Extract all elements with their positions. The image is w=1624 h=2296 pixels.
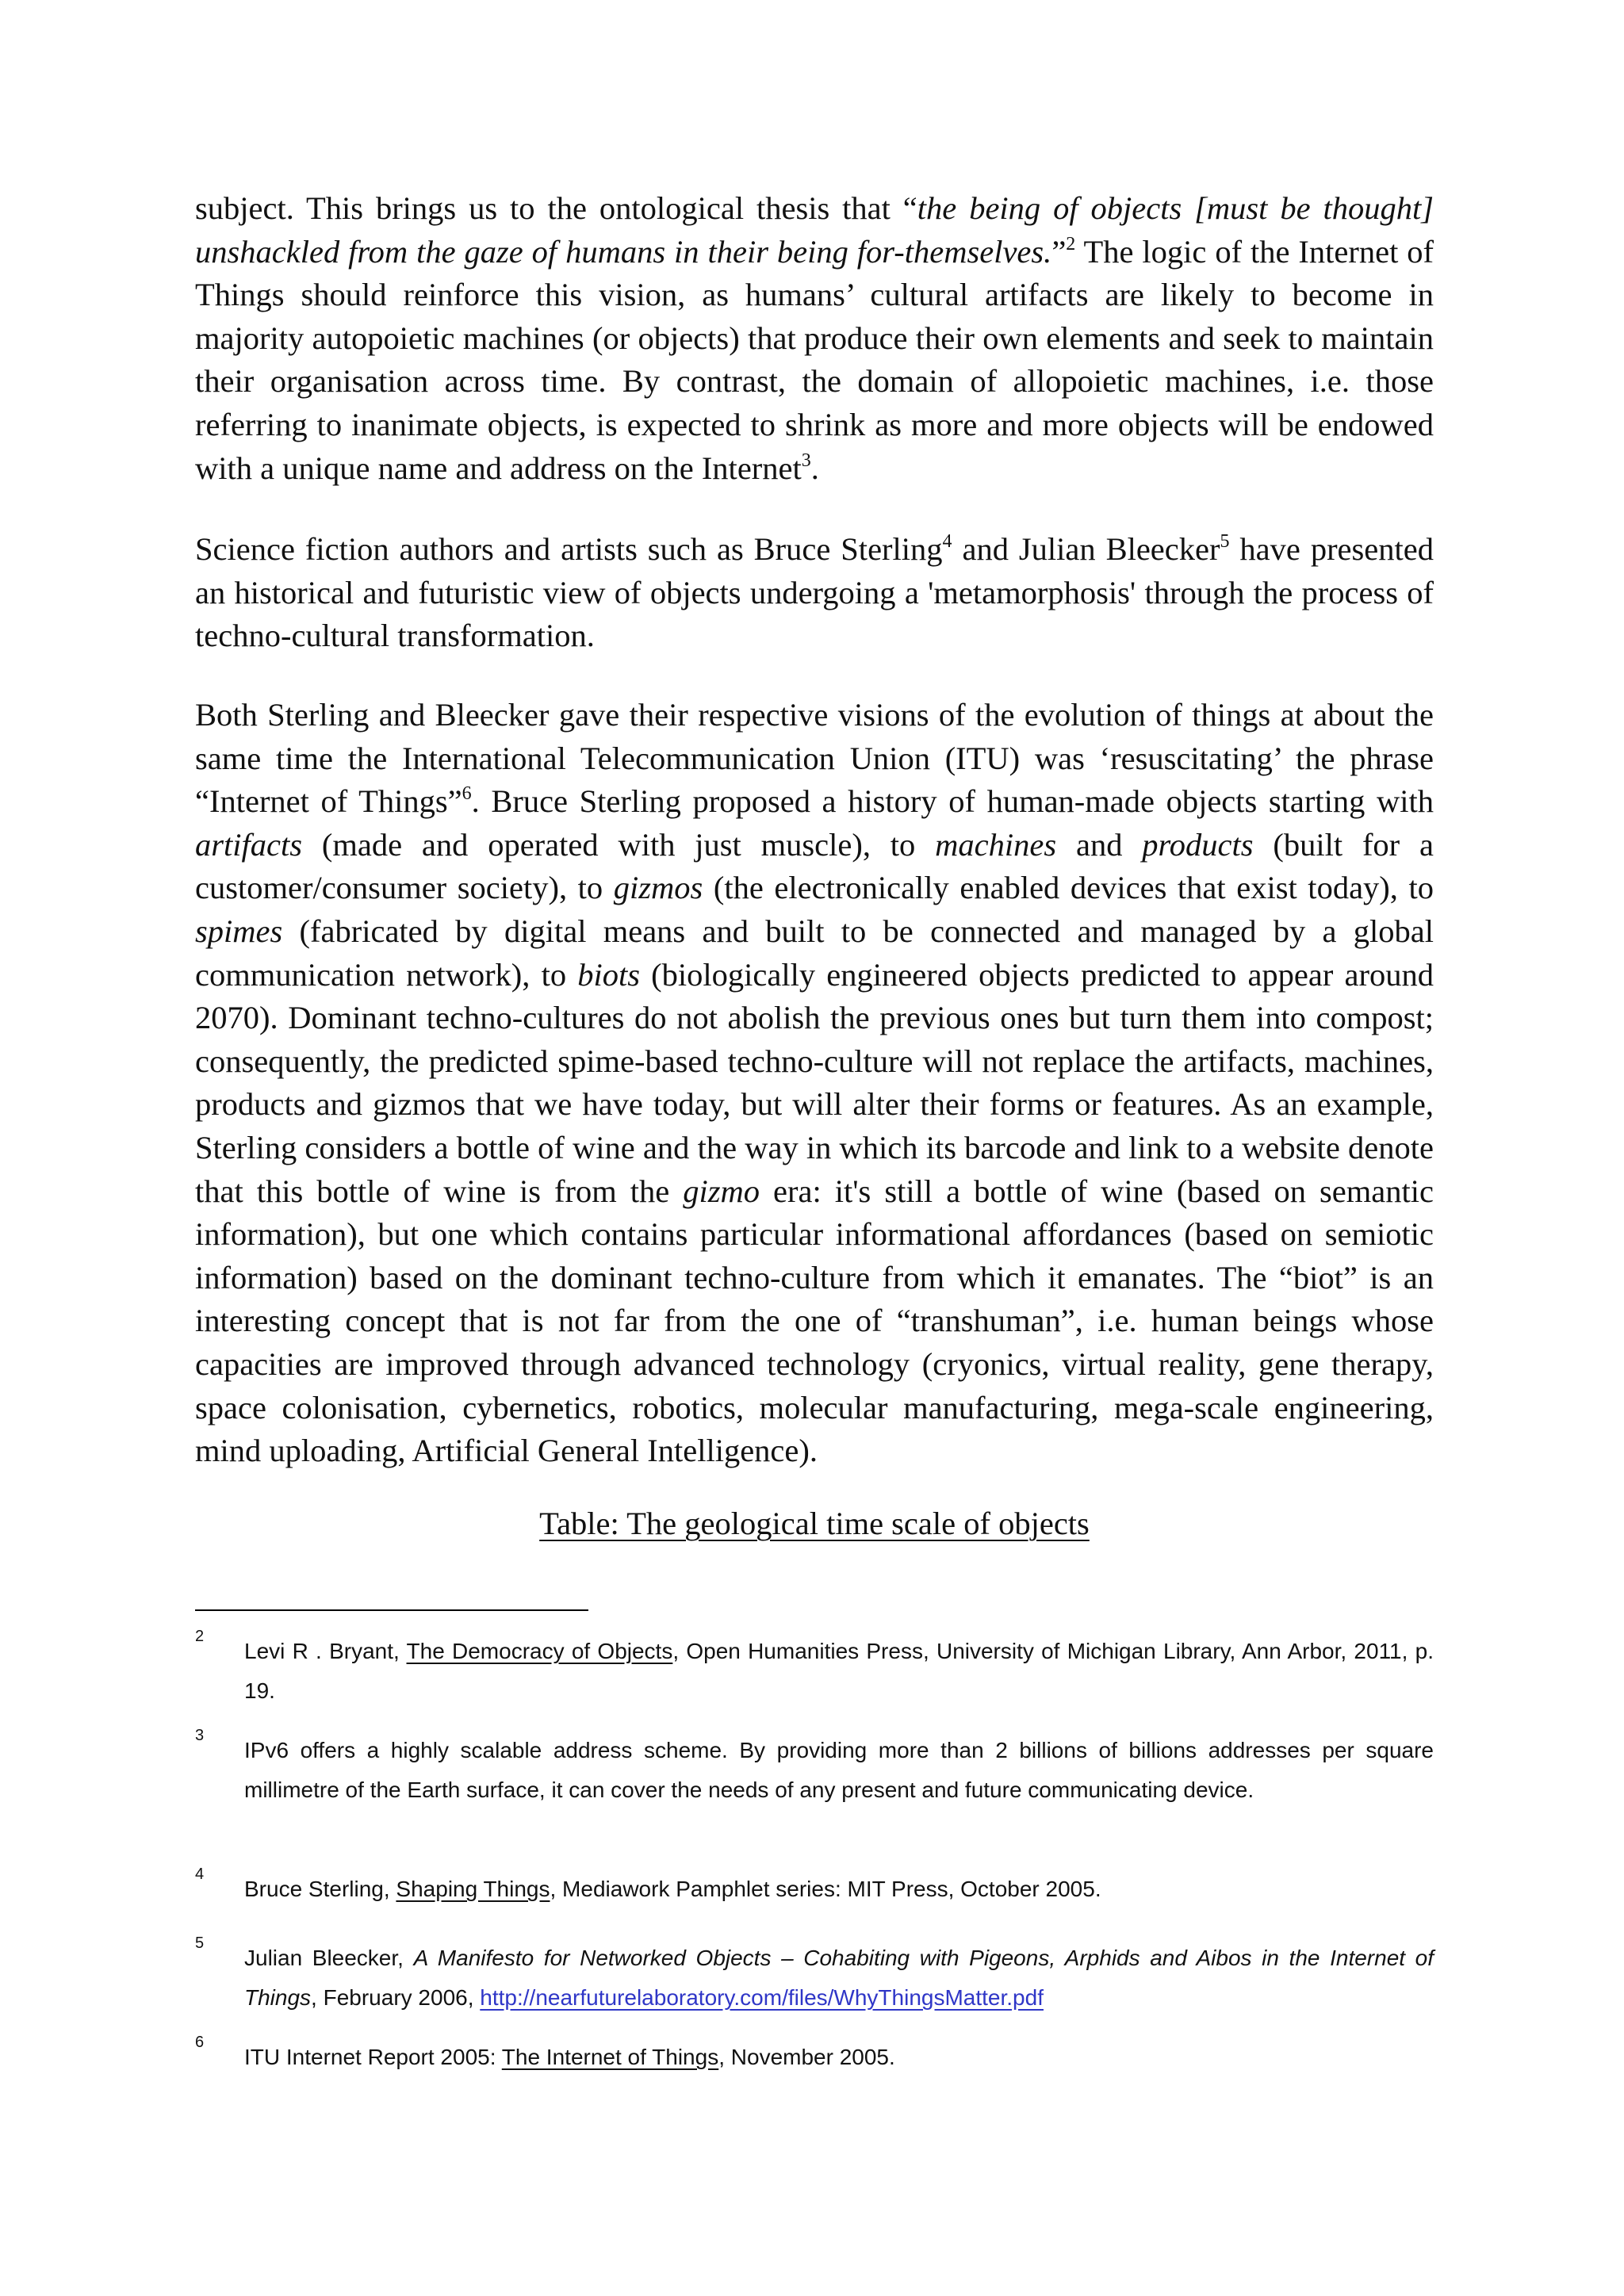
footnote-title: The Internet of Things [501, 2045, 719, 2069]
italic-term: products [1142, 826, 1254, 863]
italic-term: biots [577, 956, 641, 993]
text: era: it's still a bottle of wine (based on semantic information), but one which contains particular informational affordances (based on semiotic information) based on the dominant techno-culture from which it emanates. The “biot” is an interesting concept that is not far from the one of “transhuman”, i.e. human beings whose capacities are improved through advanced technology (cryonics, virtual reality, gene therapy, space colonisation, cybernetics, robotics, molecular manufacturing, mega-scale engineering, mind uploading, Artificial General Intelligence). [195, 1173, 1434, 1469]
paragraph-2 [195, 528, 1434, 658]
text: and [1056, 826, 1143, 863]
footnote-text: Bruce Sterling, Shaping Things, Mediawork Pamphlet series: MIT Press, October 2005. [244, 1877, 1101, 1901]
footnote-text: Julian Bleecker, A Manifesto for Networked Objects – Cohabiting with Pigeons, Arphids and Aibos in the Internet of Things, February 2006, http://nearfuturelaboratory.com/files/WhyThingsMatter.pdf [244, 1946, 1434, 2010]
text: ” [1051, 233, 1067, 270]
footnote-text: Levi R . Bryant, The Democracy of Objects, Open Humanities Press, University of Michigan Library, Ann Arbor, 2011, p. 19. [244, 1639, 1434, 1703]
text: (fabricated by digital means and built to be connected and managed by a global communication network), to [195, 913, 1434, 993]
footnote-number: 2 [195, 1628, 205, 1645]
text: have presented an historical and futuristic view of objects undergoing a 'metamorphosis' through the process of techno-cultural transformation. [195, 531, 1434, 654]
text: Science fiction authors and artists such as Bruce Sterling [195, 531, 943, 567]
text: Both Sterling and Bleecker gave their respective visions of the evolution of things at about the same time the International Telecommunication Union (ITU) was ‘resuscitating’ the phrase “Internet of Things” [195, 697, 1434, 820]
footnote-ref-5[interactable]: 5 [1220, 531, 1230, 552]
footnote-link[interactable]: http://nearfuturelaboratory.com/files/WhyThingsMatter.pdf [480, 1985, 1044, 2010]
italic-term: gizmo [683, 1173, 760, 1209]
text: (the electronically enabled devices that exist today), to [703, 870, 1434, 906]
italic-term: machines [935, 826, 1057, 863]
footnote-title: The Democracy of Objects [406, 1639, 673, 1663]
footnote-ref-4[interactable]: 4 [942, 531, 952, 552]
footnote-ref-6[interactable]: 6 [462, 783, 472, 805]
paragraph-1 [195, 187, 1434, 490]
table-caption [195, 1502, 1434, 1545]
italic-term: gizmos [613, 870, 703, 906]
footnote-ref-2[interactable]: 2 [1066, 233, 1076, 254]
text: The logic of the Internet of Things should reinforce this vision, as humans’ cultural artifacts are likely to become in majority autopoietic machines (or objects) that produce their own elements and seek to maintain their organisation across time. By contrast, the domain of allopoietic machines, i.e. those referring to inanimate objects, is expected to shrink as more and more objects will be endowed with a unique name and address on the Internet [195, 233, 1434, 486]
text: (biologically engineered objects predicted to appear around 2070). Dominant techno-cultures do not abolish the previous ones but turn them into compost; consequently, the predicted spime-based techno-culture will not replace the artifacts, machines, products and gizmos that we have today, but will alter their forms or features. As an example, Sterling considers a bottle of wine and the way in which its barcode and link to a website denote that this bottle of wine is from the [195, 956, 1434, 1209]
text: (made and operated with just muscle), to [302, 826, 936, 863]
footnote-title: Shaping Things [396, 1877, 550, 1901]
italic-quote: the being of objects [must be thought] unshackled from the gaze of humans in their being for-themselves. [195, 190, 1434, 270]
footnote-divider [195, 1609, 588, 1611]
italic-term: artifacts [195, 826, 303, 863]
footnote-number: 3 [195, 1727, 205, 1744]
text: and Julian Bleecker [952, 531, 1220, 567]
footnote-ref-3[interactable]: 3 [801, 450, 811, 471]
footnote-title: A Manifesto for Networked Objects – Cohabiting with Pigeons, Arphids and Aibos in the Internet of Things [244, 1946, 1434, 2010]
text: (built for a customer/consumer society), to [195, 826, 1434, 906]
table-caption-text: Table: The geological time scale of objects [539, 1506, 1090, 1541]
footnote-number: 5 [195, 1934, 205, 1952]
footnote-number: 4 [195, 1866, 205, 1883]
italic-term: spimes [195, 913, 283, 949]
footnote-text: ITU Internet Report 2005: The Internet of Things, November 2005. [244, 2045, 895, 2069]
text: subject. This brings us to the ontological thesis that “ [195, 190, 917, 226]
text: . [810, 450, 819, 486]
footnote-text: IPv6 offers a highly scalable address scheme. By providing more than 2 billions of billions addresses per square millimetre of the Earth surface, it can cover the needs of any present and future communicating device. [244, 1738, 1434, 1802]
paragraph-3 [195, 694, 1434, 1473]
text: . Bruce Sterling proposed a history of human-made objects starting with [471, 783, 1434, 820]
footnote-number: 6 [195, 2034, 205, 2051]
